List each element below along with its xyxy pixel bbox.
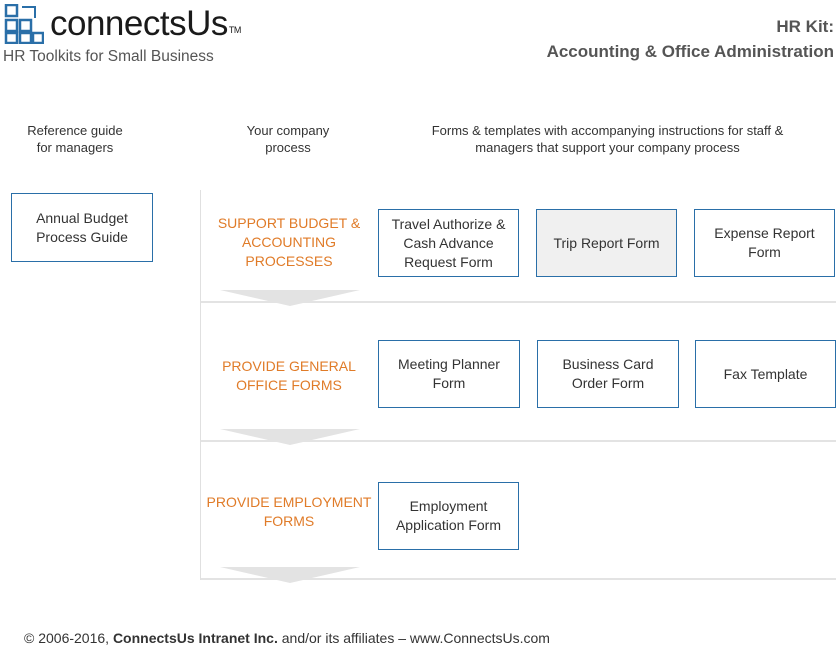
footer-copyright (24, 630, 550, 646)
footer-suffix: and/or its affiliates – www.ConnectsUs.com (277, 630, 550, 646)
footer-prefix: © 2006-2016, (24, 630, 113, 646)
column-header-forms: Forms & templates with accompanying instructions for staff & managers that support your company process (431, 123, 784, 155)
kit-title: HR Kit: (776, 17, 834, 36)
form-travel-authorize[interactable]: Travel Authorize & Cash Advance Request Form (378, 209, 519, 277)
process-label-budget: SUPPORT BUDGET & ACCOUNTING PROCESSES (217, 214, 361, 269)
column-header-reference: Reference guide for managers (27, 123, 123, 155)
brand-name (50, 4, 241, 44)
chevron-down-icon (220, 429, 360, 445)
chevron-down-icon (220, 567, 360, 583)
chevron-down-icon (220, 290, 360, 306)
form-business-card[interactable]: Business Card Order Form (537, 340, 679, 408)
trademark: TM (228, 25, 241, 35)
kit-subtitle: Accounting & Office Administration (546, 42, 834, 61)
process-label-employment: PROVIDE EMPLOYMENT FORMS (206, 494, 372, 529)
form-fax-template[interactable]: Fax Template (695, 340, 836, 408)
form-employment-application[interactable]: Employment Application Form (378, 482, 519, 550)
form-expense-report[interactable]: Expense Report Form (694, 209, 835, 277)
connectsus-logo-icon (4, 4, 44, 44)
form-meeting-planner[interactable]: Meeting Planner Form (378, 340, 520, 408)
process-label-office: PROVIDE GENERAL OFFICE FORMS (222, 358, 356, 393)
reference-guide-box[interactable]: Annual Budget Process Guide (11, 193, 153, 262)
footer-company: ConnectsUs Intranet Inc. (112, 630, 278, 646)
brand-tagline: HR Toolkits for Small Business (3, 48, 214, 65)
brand-name-text: connectsUs (50, 4, 228, 43)
form-trip-report[interactable]: Trip Report Form (536, 209, 677, 277)
process-rail (200, 190, 201, 580)
column-header-process: Your company process (246, 123, 330, 155)
